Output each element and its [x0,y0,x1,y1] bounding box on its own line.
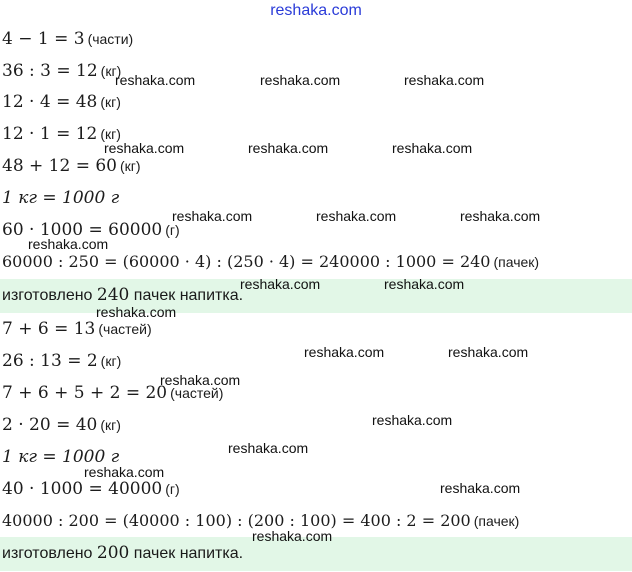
watermark: reshaka.com [160,372,241,388]
unit: (пачек) [473,513,520,529]
unit: (кг) [100,417,121,433]
expression: 1 кг = 1000 г [2,447,120,467]
answer-number: 200 [96,543,130,563]
solution-line [2,251,539,273]
solution-line [2,60,121,82]
unit: (кг) [100,353,122,369]
watermark: reshaka.com [228,440,309,456]
expression: 1 кг = 1000 г [2,188,120,208]
expression: 60000 : 250 = (60000 · 4) : (250 · 4) = 240000 : 1000 = 240 [2,252,491,271]
watermark: reshaka.com [384,276,465,292]
watermark: reshaka.com [392,140,473,156]
unit: (кг) [100,126,121,142]
watermark: reshaka.com [115,72,196,88]
watermark: reshaka.com [404,72,485,88]
expression: 60 · 1000 = 60000 [2,220,163,240]
watermark: reshaka.com [84,464,165,480]
solution-line [2,478,180,500]
unit: (пачек) [493,254,540,270]
expression: 36 : 3 = 12 [2,61,98,81]
unit: (г) [165,222,180,238]
solution-line [2,414,121,436]
expression: 7 + 6 + 5 + 2 = 20 [2,383,168,403]
watermark: reshaka.com [240,276,321,292]
expression: 40 · 1000 = 40000 [2,479,163,499]
unit: (частей) [98,321,152,337]
solution-line [2,28,133,50]
watermark: reshaka.com [96,304,177,320]
answer-text: изготовлено 200 пачек напитка. [2,543,244,563]
watermark: reshaka.com [440,480,521,496]
unit: (кг) [120,158,141,174]
watermark: reshaka.com [104,140,185,156]
answer-number: 240 [96,285,130,305]
expression: 4 − 1 = 3 [2,29,85,49]
expression: 12 · 4 = 48 [2,92,98,112]
expression: 2 · 20 = 40 [2,415,98,435]
watermark: reshaka.com [260,72,341,88]
expression: 40000 : 200 = (40000 : 100) : (200 : 100) = 400 : 2 = 200 [2,511,471,530]
expression: 12 · 1 = 12 [2,124,98,144]
solution-line [2,318,152,340]
watermark: reshaka.com [172,208,253,224]
solution-line [2,91,121,113]
solution-line [2,187,119,209]
watermark: reshaka.com [372,412,453,428]
unit: (частей) [170,385,224,401]
watermark: reshaka.com [460,208,541,224]
solution-line [2,155,141,177]
watermark: reshaka.com [28,236,109,252]
unit: (кг) [100,63,122,79]
watermark: reshaka.com [252,528,333,544]
expression: 48 + 12 = 60 [2,156,117,176]
unit: (части) [87,31,134,47]
expression: 26 : 13 = 2 [2,351,98,371]
unit: (г) [165,481,180,497]
unit: (кг) [100,94,121,110]
solution-line [2,350,121,372]
watermark: reshaka.com [304,344,385,360]
watermark: reshaka.com [316,208,397,224]
watermark: reshaka.com [448,344,529,360]
answer-text: изготовлено 240 пачек напитка. [2,285,244,305]
watermark: reshaka.com [248,140,329,156]
site-header[interactable]: reshaka.com [270,2,362,19]
expression: 7 + 6 = 13 [2,319,96,339]
